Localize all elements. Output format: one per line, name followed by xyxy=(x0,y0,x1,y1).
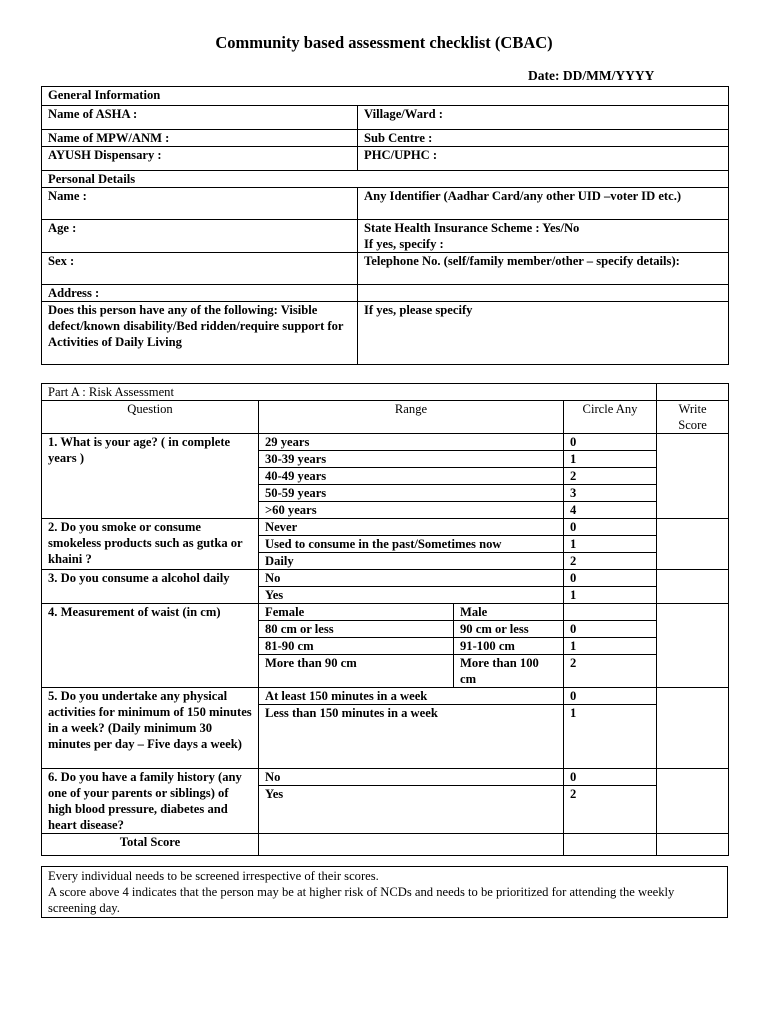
range-option[interactable]: At least 150 minutes in a week xyxy=(259,688,564,705)
female-option[interactable]: 80 cm or less xyxy=(259,621,454,638)
total-score-label: Total Score xyxy=(42,834,259,856)
female-header: Female xyxy=(259,604,454,621)
score-option[interactable]: 1 xyxy=(564,451,657,468)
write-score-cell[interactable] xyxy=(657,769,729,834)
score-option[interactable]: 0 xyxy=(564,621,657,638)
name-of-mpw-field[interactable]: Name of MPW/ANM : xyxy=(42,130,358,147)
date-field: Date: DD/MM/YYYY xyxy=(528,68,655,83)
male-option[interactable]: 90 cm or less xyxy=(454,621,564,638)
range-option[interactable]: No xyxy=(259,570,564,587)
part-a-blank xyxy=(657,384,729,401)
score-option[interactable]: 2 xyxy=(564,468,657,485)
write-score-cell[interactable] xyxy=(657,570,729,604)
score-option[interactable]: 4 xyxy=(564,502,657,519)
address-blank[interactable] xyxy=(358,285,729,302)
score-option[interactable]: 0 xyxy=(564,519,657,536)
range-option[interactable]: Yes xyxy=(259,587,564,604)
score-option[interactable]: 2 xyxy=(564,786,657,834)
total-range-blank xyxy=(259,834,564,856)
village-ward-field[interactable]: Village/Ward : xyxy=(358,106,729,130)
write-score-cell[interactable] xyxy=(657,688,729,769)
range-option[interactable]: 50-59 years xyxy=(259,485,564,502)
ayush-dispensary-field[interactable]: AYUSH Dispensary : xyxy=(42,147,358,171)
write-score-header: Write Score xyxy=(657,401,729,434)
personal-details-heading: Personal Details xyxy=(42,171,729,188)
female-option[interactable]: More than 90 cm xyxy=(259,655,454,688)
female-option[interactable]: 81-90 cm xyxy=(259,638,454,655)
score-option[interactable]: 2 xyxy=(564,655,657,688)
write-score-cell[interactable] xyxy=(657,519,729,570)
range-option[interactable]: Never xyxy=(259,519,564,536)
sex-field[interactable]: Sex : xyxy=(42,253,358,285)
identifier-field[interactable]: Any Identifier (Aadhar Card/any other UID –voter ID etc.) xyxy=(358,188,729,220)
phc-field[interactable]: PHC/UPHC : xyxy=(358,147,729,171)
score-option[interactable]: 2 xyxy=(564,553,657,570)
range-option[interactable]: Daily xyxy=(259,553,564,570)
total-circle-blank xyxy=(564,834,657,856)
range-option[interactable]: No xyxy=(259,769,564,786)
range-option[interactable]: 29 years xyxy=(259,434,564,451)
insurance-label: State Health Insurance Scheme : Yes/No xyxy=(364,221,580,235)
score-option[interactable]: 0 xyxy=(564,688,657,705)
total-score-cell[interactable] xyxy=(657,834,729,856)
screening-note xyxy=(41,866,728,918)
name-field[interactable]: Name : xyxy=(42,188,358,220)
range-option[interactable]: Used to consume in the past/Sometimes now xyxy=(259,536,564,553)
question-family-history: 6. Do you have a family history (any one of your parents or siblings) of high blood pressure, diabetes and heart disease? xyxy=(42,769,259,834)
question-physical-activity: 5. Do you undertake any physical activities for minimum of 150 minutes in a week? (Daily minimum 30 minutes per day – Five days a week) xyxy=(42,688,259,769)
write-score-cell[interactable] xyxy=(657,434,729,519)
question-waist: 4. Measurement of waist (in cm) xyxy=(42,604,259,688)
question-age: 1. What is your age? ( in complete years ) xyxy=(42,434,259,519)
circle-any-header: Circle Any xyxy=(564,401,657,434)
range-option[interactable]: 40-49 years xyxy=(259,468,564,485)
insurance-field[interactable] xyxy=(358,220,729,253)
male-option[interactable]: 91-100 cm xyxy=(454,638,564,655)
sub-centre-field[interactable]: Sub Centre : xyxy=(358,130,729,147)
male-header: Male xyxy=(454,604,564,621)
screening-note-line2: A score above 4 indicates that the person may be at higher risk of NCDs and needs to be prioritized for attending the weekly screening day. xyxy=(48,885,675,915)
score-option[interactable]: 1 xyxy=(564,705,657,769)
part-a-heading: Part A : Risk Assessment xyxy=(42,384,657,401)
score-option[interactable]: 0 xyxy=(564,434,657,451)
range-option[interactable]: Yes xyxy=(259,786,564,834)
age-field[interactable]: Age : xyxy=(42,220,358,253)
page-title: Community based assessment checklist (CBAC) xyxy=(215,33,553,52)
name-of-asha-field[interactable]: Name of ASHA : xyxy=(42,106,358,130)
score-option[interactable]: 0 xyxy=(564,570,657,587)
score-option[interactable]: 0 xyxy=(564,769,657,786)
score-blank xyxy=(564,604,657,621)
disability-question: Does this person have any of the following: Visible defect/known disability/Bed ridden/require support for Activities of Daily Living xyxy=(42,302,358,365)
general-information-table xyxy=(41,86,729,365)
question-alcohol: 3. Do you consume a alcohol daily xyxy=(42,570,259,604)
male-option[interactable]: More than 100 cm xyxy=(454,655,564,688)
telephone-field[interactable]: Telephone No. (self/family member/other – specify details): xyxy=(358,253,729,285)
range-option[interactable]: Less than 150 minutes in a week xyxy=(259,705,564,769)
insurance-specify-label: If yes, specify : xyxy=(364,237,444,251)
write-score-cell[interactable] xyxy=(657,604,729,688)
score-option[interactable]: 3 xyxy=(564,485,657,502)
question-header: Question xyxy=(42,401,259,434)
range-option[interactable]: 30-39 years xyxy=(259,451,564,468)
screening-note-line1: Every individual needs to be screened irrespective of their scores. xyxy=(48,869,379,883)
general-information-heading: General Information xyxy=(42,87,729,106)
address-field[interactable]: Address : xyxy=(42,285,358,302)
score-option[interactable]: 1 xyxy=(564,638,657,655)
risk-assessment-table xyxy=(41,383,729,856)
score-option[interactable]: 1 xyxy=(564,587,657,604)
score-option[interactable]: 1 xyxy=(564,536,657,553)
range-option[interactable]: >60 years xyxy=(259,502,564,519)
disability-specify-field[interactable]: If yes, please specify xyxy=(358,302,729,365)
question-smoking: 2. Do you smoke or consume smokeless products such as gutka or khaini ? xyxy=(42,519,259,570)
range-header: Range xyxy=(259,401,564,434)
